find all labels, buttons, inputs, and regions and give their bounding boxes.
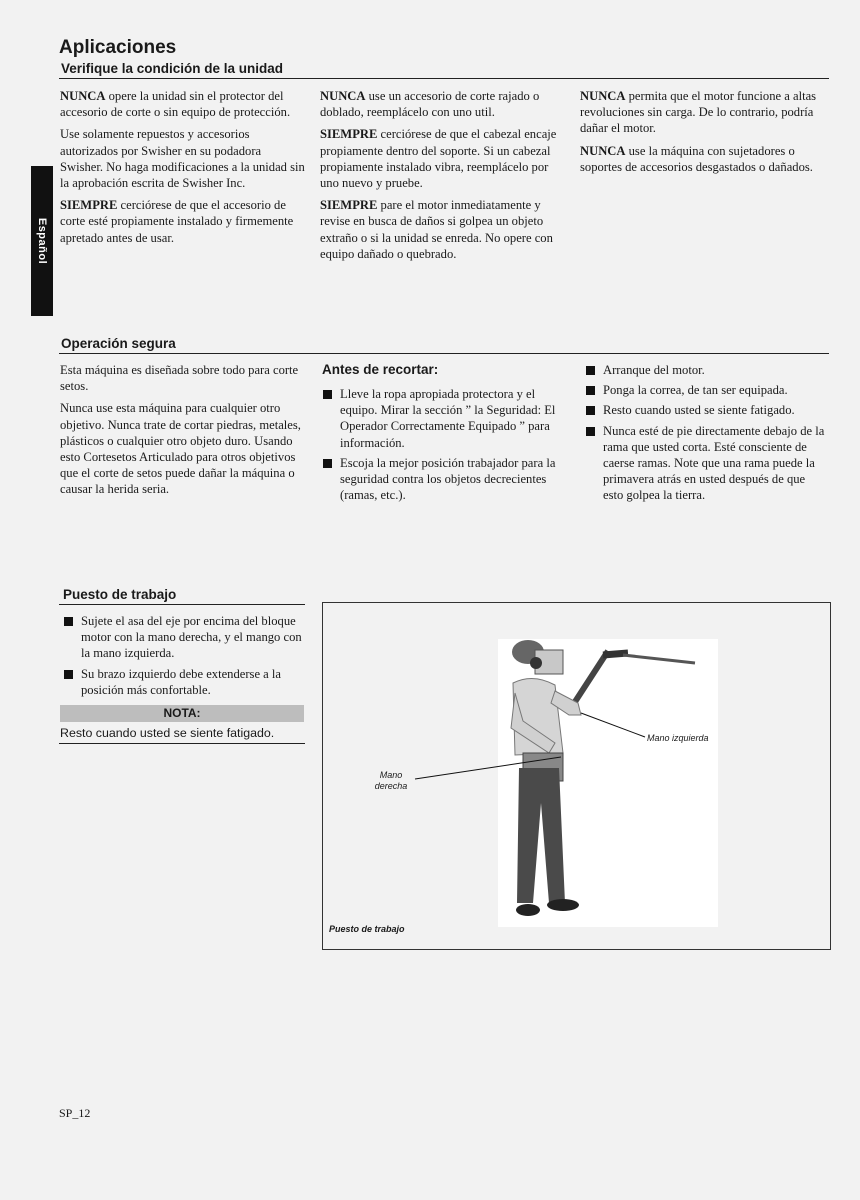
list-item: Nunca esté de pie directamente debajo de la rama que usted corta. Esté consciente de caerse ramas. Note que una rama puede la primavera atrás en usted después de que esto golpea la tierra.	[585, 423, 828, 504]
section-rule	[59, 604, 305, 605]
paragraph: NUNCA use la máquina con sujetadores o soportes de accesorios desgastados o dañados.	[580, 143, 813, 174]
paragraph: SIEMPRE pare el motor inmediatamente y revise en busca de daños si golpea un objeto extraño o si la unidad se enreda. No opere con equipo dañado o quebrado.	[320, 198, 553, 261]
bullet-square-icon	[586, 386, 595, 395]
ear-muff	[530, 657, 542, 669]
safe-operation-column-2	[322, 386, 572, 507]
safe-operation-column-3	[585, 362, 828, 508]
page-number: SP_12	[59, 1106, 91, 1120]
paragraph: NUNCA permita que el motor funcione a altas revoluciones sin carga. De lo contrario, podría dañar el motor.	[580, 89, 817, 136]
paragraph: Nunca use esta máquina para cualquier otro objetivo. Nunca trate de cortar piedras, metales, plásticos o cualquier otro objeto duro. Usando esto Cortesetos Articulado para otros objetivos que el corte de setos puede dañar la máquina o causar la herida seria.	[60, 401, 301, 497]
list-item: Su brazo izquierdo debe extenderse a la posición más confortable.	[63, 666, 307, 698]
condition-column-2	[320, 88, 570, 268]
bullet-square-icon	[323, 459, 332, 468]
list-item: Ponga la correa, de tan ser equipada.	[585, 382, 828, 398]
right-hand-label-line1: Mano	[379, 770, 403, 780]
figure-caption: Puesto de trabajo	[329, 924, 405, 934]
language-side-tab	[31, 166, 53, 316]
list-item: Escoja la mejor posición trabajador para la seguridad contra los objetos decrecientes (ramas, etc.).	[322, 455, 572, 504]
left-hand-label: Mano izquierda	[647, 733, 709, 743]
figure-work-position	[322, 602, 831, 950]
section-rule	[59, 353, 829, 354]
left-boot	[516, 904, 540, 916]
list-item: Lleve la ropa apropiada protectora y el equipo. Mirar la sección ” la Seguridad: El Operador Correctamente Equipado ” para información.	[322, 386, 572, 451]
section-heading-safe-operation: Operación segura	[61, 336, 176, 351]
list-item: Arranque del motor.	[585, 362, 828, 378]
bullet-square-icon	[586, 366, 595, 375]
condition-column-3	[580, 88, 820, 181]
section-rule	[59, 78, 829, 79]
list-item: Resto cuando usted se siente fatigado.	[585, 402, 828, 418]
paragraph: Use solamente repuestos y accesorios autorizados por Swisher en su podadora Swisher. No haga modificaciones a la unidad sin la aprobación escrita de Swisher Inc.	[60, 127, 305, 191]
paragraph: SIEMPRE cerciórese de que el accesorio de corte esté propiamente instalado y firmemente apretado antes de usar.	[60, 198, 294, 245]
paragraph: SIEMPRE cerciórese de que el cabezal encaje propiamente dentro del soporte. Si un cabezal propiamente instalado vibra, reemplácelo por uno nuevo y pruebe.	[320, 127, 557, 191]
page-title: Aplicaciones	[59, 37, 177, 58]
paragraph: NUNCA opere la unidad sin el protector del accesorio de corte o sin equipo de protección.	[60, 89, 291, 120]
paragraph: Esta máquina es diseñada sobre todo para corte setos.	[60, 363, 299, 394]
condition-column-1	[60, 88, 306, 252]
bullet-square-icon	[64, 670, 73, 679]
section-heading-condition: Verifique la condición de la unidad	[61, 61, 284, 76]
note-text: Resto cuando usted se siente fatigado.	[60, 726, 275, 740]
note-rule	[59, 743, 305, 744]
bullet-square-icon	[586, 406, 595, 415]
section-heading-work-position: Puesto de trabajo	[63, 587, 177, 602]
list-item: Sujete el asa del eje por encima del bloque motor con la mano derecha, y el mango con la mano izquierda.	[63, 613, 307, 662]
bullet-square-icon	[323, 390, 332, 399]
bullet-square-icon	[64, 617, 73, 626]
work-position-list	[63, 613, 307, 702]
safe-operation-column-1	[60, 362, 306, 504]
bullet-square-icon	[586, 427, 595, 436]
note-label: NOTA:	[60, 705, 304, 722]
before-trimming-heading: Antes de recortar:	[322, 362, 439, 377]
paragraph: NUNCA use un accesorio de corte rajado o doblado, reemplácelo con uno util.	[320, 89, 540, 120]
right-hand-label-line2: derecha	[374, 781, 408, 791]
right-boot	[547, 899, 579, 911]
language-tab-label: Español	[36, 217, 48, 265]
